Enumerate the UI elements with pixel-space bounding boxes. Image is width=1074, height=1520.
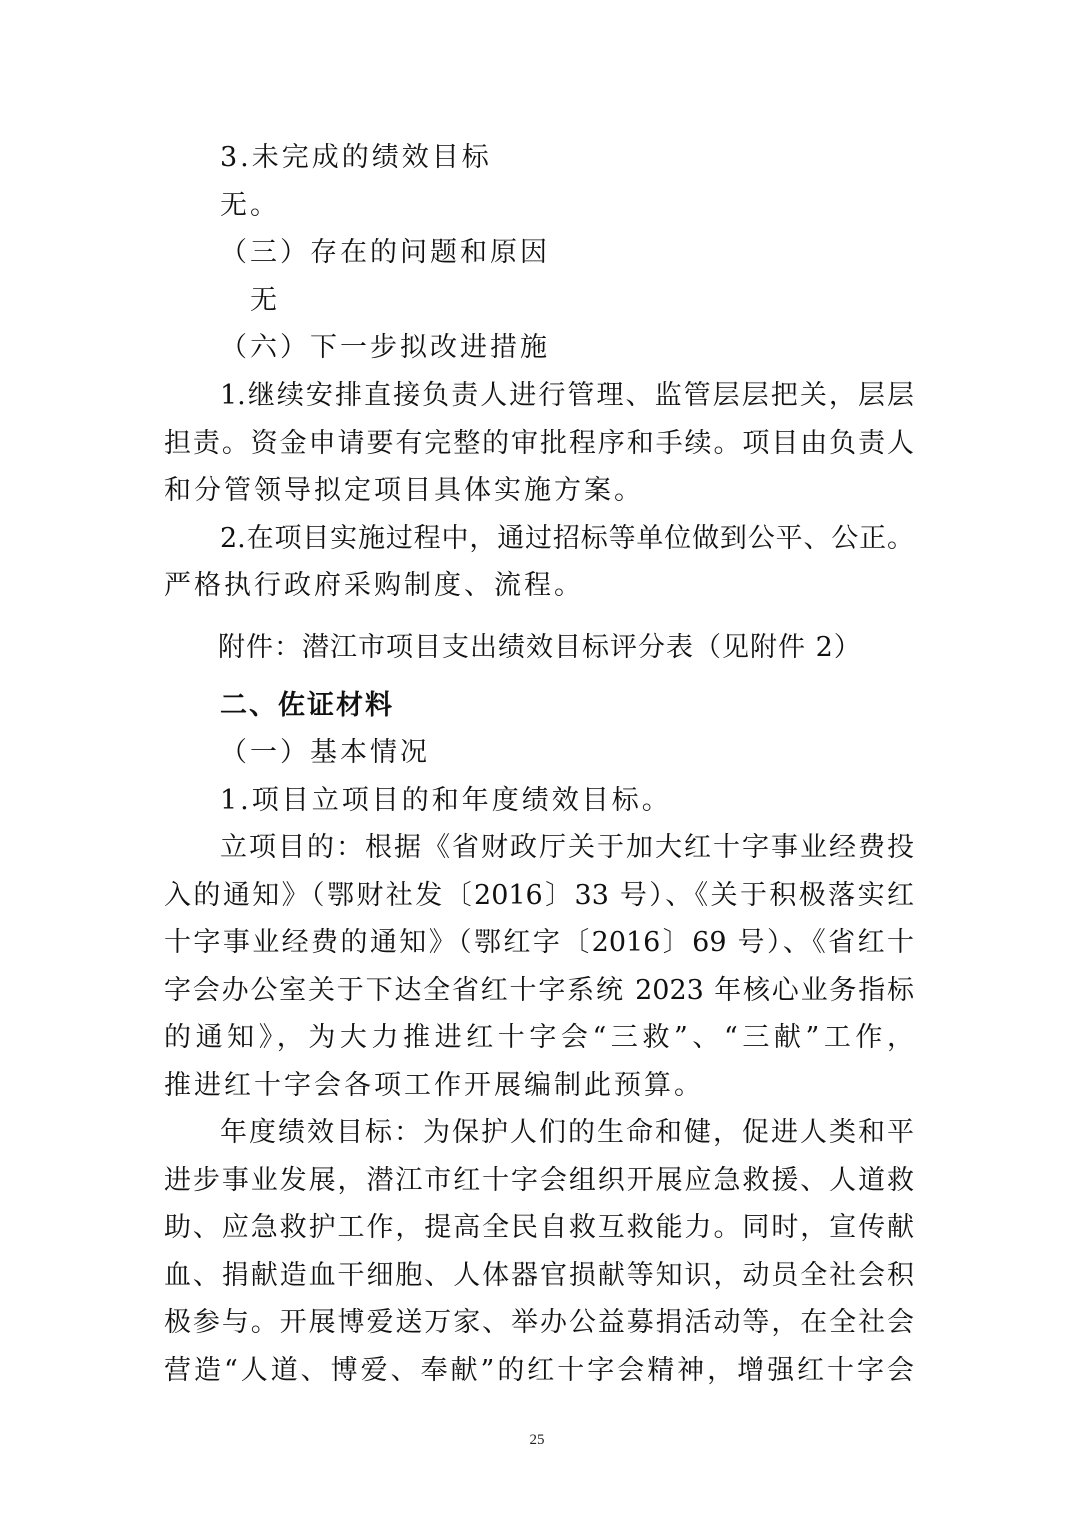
- text-line: 年度绩效目标：为保护人们的生命和健，促进人类和平: [220, 1117, 914, 1148]
- section-heading: （一）基本情况: [220, 737, 430, 768]
- attachment-note: 附件：潜江市项目支出绩效目标评分表（见附件 2）: [218, 632, 862, 663]
- text-line: 推进红十字会各项工作开展编制此预算。: [164, 1070, 704, 1101]
- page-number: 25: [529, 1432, 545, 1448]
- text-line: 3.未完成的绩效目标: [220, 142, 492, 173]
- text-line: 的通知》，为大力推进红十字会“三救”、“三献”工作，: [164, 1022, 914, 1053]
- text-line: 进步事业发展，潜江市红十字会组织开展应急救援、人道救: [164, 1165, 914, 1196]
- text-line: 血、捐献造血干细胞、人体器官损献等知识，动员全社会积: [164, 1260, 914, 1291]
- text-line: 无。: [220, 190, 280, 221]
- text-line: 担责。资金申请要有完整的审批程序和手续。项目由负责人: [164, 428, 914, 459]
- text-line: 极参与。开展博爱送万家、举办公益募捐活动等，在全社会: [164, 1307, 914, 1338]
- section-heading: （三）存在的问题和原因: [220, 237, 550, 268]
- text-line: 无: [250, 285, 280, 316]
- text-line: 和分管领导拟定项目具体实施方案。: [164, 475, 644, 506]
- text-line: 营造“人道、博爱、奉献”的红十字会精神，增强红十字会: [164, 1355, 914, 1386]
- text-line: 1.继续安排直接负责人进行管理、监管层层把关，层层: [220, 380, 914, 411]
- text-line: 助、应急救护工作，提高全民自救互救能力。同时，宣传献: [164, 1212, 914, 1243]
- text-line: 1.项目立项目的和年度绩效目标。: [220, 785, 672, 816]
- text-line: 2.在项目实施过程中，通过招标等单位做到公平、公正。: [220, 523, 914, 554]
- text-line: 严格执行政府采购制度、流程。: [164, 570, 584, 601]
- text-line: 字会办公室关于下达全省红十字系统 2023 年核心业务指标: [164, 975, 914, 1006]
- text-line: 立项目的：根据《省财政厅关于加大红十字事业经费投: [220, 832, 914, 863]
- text-line: 十字事业经费的通知》（鄂红字〔2016〕69 号）、《省红十: [164, 927, 914, 958]
- text-line: 入的通知》（鄂财社发〔2016〕33 号）、《关于积极落实红: [164, 880, 914, 911]
- section-title: 二、佐证材料: [220, 690, 394, 721]
- section-heading: （六）下一步拟改进措施: [220, 332, 550, 363]
